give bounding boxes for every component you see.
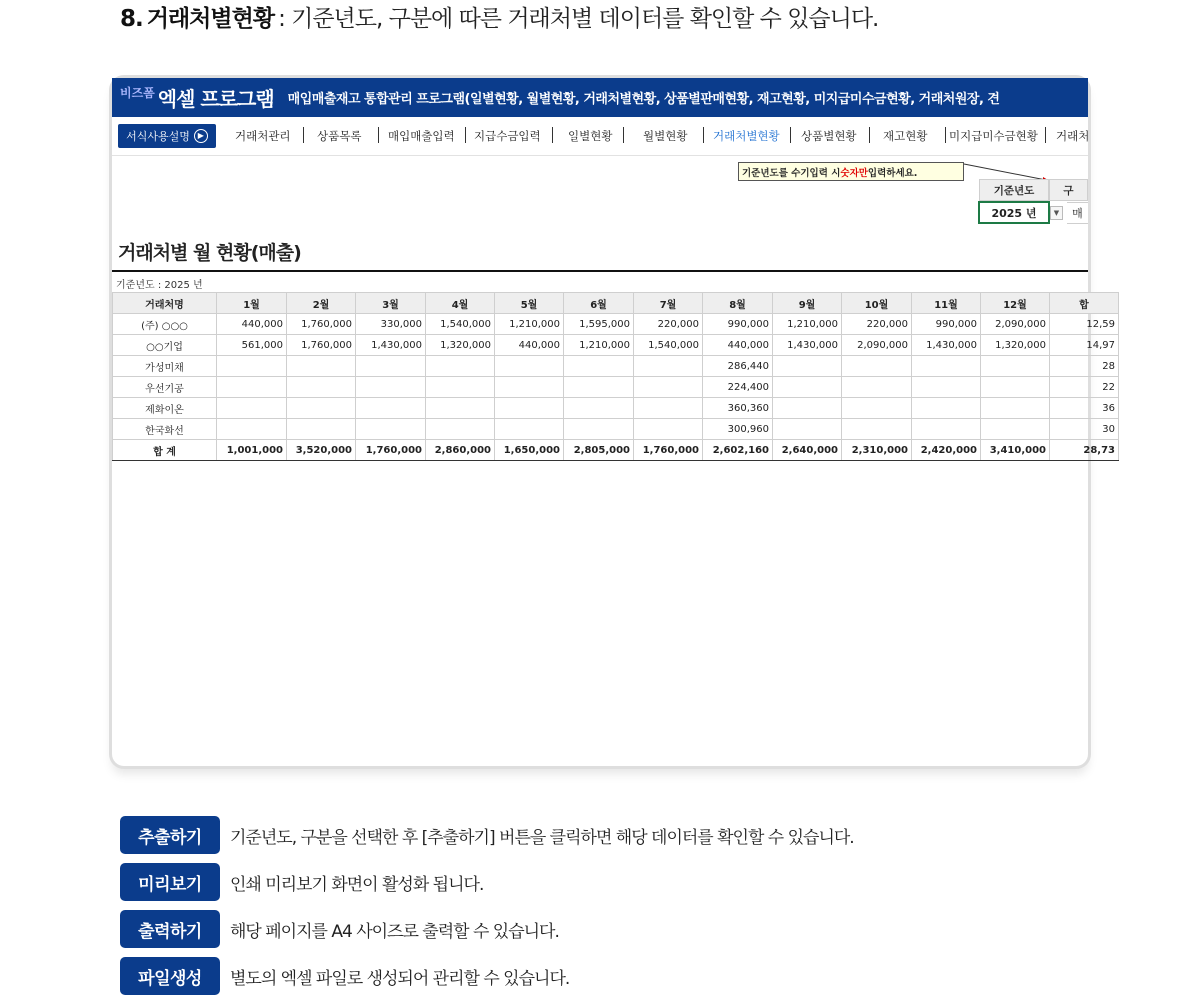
amount-cell[interactable]: 28 [1050,356,1119,377]
nav-item-receivables[interactable]: 미지급미수금현황 [949,129,1038,143]
nav-divider [1045,127,1046,143]
client-name-cell[interactable]: ○○기업 [113,335,217,356]
extract-description: 기준년도, 구분을 선택한 후 [추출하기] 버튼을 클릭하면 해당 데이터를 확인할 수 있습니다. [230,827,854,848]
amount-cell[interactable]: 286,440 [703,356,773,377]
amount-cell[interactable]: 1,430,000 [773,335,842,356]
amount-cell[interactable]: 220,000 [842,314,912,335]
nav-item-ledger[interactable]: 거래처 [1056,129,1090,143]
amount-cell[interactable] [356,356,426,377]
nav-divider [790,127,791,143]
column-header-month: 8월 [703,293,773,314]
amount-cell[interactable]: 14,97 [1050,335,1119,356]
total-amount-cell: 2,602,160 [703,440,773,461]
amount-cell[interactable]: 1,210,000 [564,335,634,356]
amount-cell[interactable]: 1,210,000 [495,314,564,335]
total-amount-cell: 1,760,000 [356,440,426,461]
amount-cell[interactable] [981,419,1050,440]
amount-cell[interactable] [564,356,634,377]
amount-cell[interactable] [287,419,356,440]
amount-cell[interactable] [842,356,912,377]
amount-cell[interactable]: 440,000 [703,335,773,356]
amount-cell[interactable] [912,377,981,398]
amount-cell[interactable]: 1,760,000 [287,335,356,356]
nav-divider [623,127,624,143]
total-label-cell: 합 계 [113,440,217,461]
table-row [113,377,1119,398]
brand-logo-small: 비즈폼 [120,86,155,100]
amount-cell[interactable] [287,377,356,398]
amount-cell[interactable]: 2,090,000 [842,335,912,356]
amount-cell[interactable]: 36 [1050,398,1119,419]
amount-cell[interactable] [287,356,356,377]
amount-cell[interactable] [356,398,426,419]
extract-button[interactable]: 추출하기 [120,816,220,854]
amount-cell[interactable] [842,377,912,398]
amount-cell[interactable]: 1,430,000 [356,335,426,356]
table-row [113,314,1119,335]
sheet-title: 거래처별 월 현황(매출) [118,242,301,264]
amount-cell[interactable]: 440,000 [495,335,564,356]
amount-cell[interactable] [773,419,842,440]
amount-cell[interactable] [356,377,426,398]
dropdown-arrow-icon[interactable]: ▼ [1050,206,1063,220]
nav-item-client-manage[interactable]: 거래처관리 [235,129,291,143]
total-amount-cell: 3,520,000 [287,440,356,461]
total-amount-cell: 2,640,000 [773,440,842,461]
amount-cell[interactable] [426,377,495,398]
hint-text-post: 입력하세요. [867,167,918,179]
column-header-month: 4월 [426,293,495,314]
amount-cell[interactable]: 224,400 [703,377,773,398]
category-select-cell[interactable]: 매 [1067,202,1088,224]
action-row [120,863,483,901]
nav-divider [378,127,379,143]
amount-cell[interactable] [634,419,703,440]
amount-cell[interactable] [217,356,287,377]
client-monthly-table [112,292,1119,461]
column-header-month: 10월 [842,293,912,314]
table-header-row [113,293,1119,314]
amount-cell[interactable] [495,356,564,377]
nav-divider [869,127,870,143]
page-heading [120,0,878,32]
amount-cell[interactable]: 1,540,000 [634,335,703,356]
total-amount-cell: 2,310,000 [842,440,912,461]
chevron-right-circle-icon: ▶ [194,129,208,143]
amount-cell[interactable] [981,377,1050,398]
total-amount-cell: 1,650,000 [495,440,564,461]
amount-cell[interactable]: 1,540,000 [426,314,495,335]
column-header-month: 6월 [564,293,634,314]
brand-logo: 엑셀 프로그램 [157,87,274,111]
table-row [113,356,1119,377]
amount-cell[interactable] [356,419,426,440]
column-header-month: 합 [1050,293,1119,314]
action-row [120,957,569,995]
amount-cell[interactable] [217,377,287,398]
amount-cell[interactable] [426,398,495,419]
amount-cell[interactable] [495,419,564,440]
client-name-cell[interactable]: 제화이온 [113,398,217,419]
year-label: 기준년도 : 2025 년 [116,280,203,291]
amount-cell[interactable]: 1,760,000 [287,314,356,335]
app-subtitle: 매입매출재고 통합관리 프로그램(일별현황, 월별현황, 거래처별현황, 상품별판매현황, 재고현황, 미지급미수금현황, 거래처원장, 견 [287,92,1000,107]
table-row [113,419,1119,440]
amount-cell[interactable]: 330,000 [356,314,426,335]
action-row [120,910,559,948]
amount-cell[interactable]: 440,000 [217,314,287,335]
action-row [120,816,854,854]
nav-item-product-status[interactable]: 상품별현황 [801,129,857,143]
nav-item-product-list[interactable]: 상품목록 [317,129,362,143]
table-row [113,335,1119,356]
column-header-month: 12월 [981,293,1050,314]
nav-divider [945,127,946,143]
table-row [113,398,1119,419]
amount-cell[interactable] [981,398,1050,419]
nav-item-stock[interactable]: 재고현황 [883,129,928,143]
amount-cell[interactable] [495,377,564,398]
amount-cell[interactable]: 1,595,000 [564,314,634,335]
total-amount-cell: 3,410,000 [981,440,1050,461]
nav-item-payment-input[interactable]: 지급수금입력 [474,129,541,143]
guide-button-label: 서식사용설명 [126,130,190,143]
amount-cell[interactable]: 12,59 [1050,314,1119,335]
amount-cell[interactable] [912,419,981,440]
amount-cell[interactable] [912,398,981,419]
preview-button[interactable]: 미리보기 [120,863,220,901]
heading-description: : 기준년도, 구분에 따른 거래처별 데이터를 확인할 수 있습니다. [278,6,879,32]
amount-cell[interactable] [981,356,1050,377]
amount-cell[interactable]: 561,000 [217,335,287,356]
client-name-cell[interactable]: 우선기공 [113,377,217,398]
amount-cell[interactable]: 1,320,000 [426,335,495,356]
hint-text-pre: 기준년도를 수기입력 시 [742,167,841,179]
amount-cell[interactable] [217,398,287,419]
amount-cell[interactable]: 2,090,000 [981,314,1050,335]
input-hint-comment [738,162,964,181]
amount-cell[interactable]: 300,960 [703,419,773,440]
amount-cell[interactable] [426,419,495,440]
amount-cell[interactable]: 30 [1050,419,1119,440]
column-header-month: 7월 [634,293,703,314]
nav-divider [552,127,553,143]
total-amount-cell: 28,73 [1050,440,1119,461]
nav-divider [703,127,704,143]
preview-description: 인쇄 미리보기 화면이 활성화 됩니다. [230,874,484,895]
total-amount-cell: 1,001,000 [217,440,287,461]
amount-cell[interactable] [842,419,912,440]
amount-cell[interactable]: 360,360 [703,398,773,419]
nav-item-sales-input[interactable]: 매입매출입력 [388,129,455,143]
amount-cell[interactable] [773,377,842,398]
app-title-bar [112,78,1088,117]
column-header-month: 9월 [773,293,842,314]
amount-cell[interactable] [426,356,495,377]
column-header-month: 5월 [495,293,564,314]
amount-cell[interactable] [564,398,634,419]
nav-item-client-status[interactable]: 거래처별현황 [713,129,780,143]
amount-cell[interactable] [564,377,634,398]
column-header-month: 2월 [287,293,356,314]
title-divider [112,270,1088,272]
amount-cell[interactable]: 1,430,000 [912,335,981,356]
amount-cell[interactable] [287,398,356,419]
client-name-cell[interactable]: 가성미채 [113,356,217,377]
year-input-cell[interactable]: 2025 년 [978,201,1050,224]
heading-title: 거래처별현황 [146,6,275,32]
amount-cell[interactable] [634,356,703,377]
nav-item-daily[interactable]: 일별현황 [568,129,613,143]
amount-cell[interactable] [495,398,564,419]
amount-cell[interactable]: 1,320,000 [981,335,1050,356]
amount-cell[interactable] [773,398,842,419]
print-description: 해당 페이지를 A4 사이즈로 출력할 수 있습니다. [230,921,559,942]
table-total-row [113,440,1119,461]
amount-cell[interactable] [842,398,912,419]
column-header-month: 1월 [217,293,287,314]
total-amount-cell: 2,805,000 [564,440,634,461]
amount-cell[interactable] [912,356,981,377]
amount-cell[interactable]: 220,000 [634,314,703,335]
heading-number: 8. [120,6,143,32]
total-amount-cell: 1,760,000 [634,440,703,461]
amount-cell[interactable]: 1,210,000 [773,314,842,335]
amount-cell[interactable] [634,398,703,419]
column-header-month: 11월 [912,293,981,314]
amount-cell[interactable] [564,419,634,440]
create-file-description: 별도의 엑셀 파일로 생성되어 관리할 수 있습니다. [230,968,570,989]
total-amount-cell: 2,420,000 [912,440,981,461]
nav-bar [112,118,1088,156]
amount-cell[interactable] [634,377,703,398]
total-amount-cell: 2,860,000 [426,440,495,461]
amount-cell[interactable] [773,356,842,377]
amount-cell[interactable]: 990,000 [912,314,981,335]
client-name-cell[interactable]: 한국화선 [113,419,217,440]
print-button[interactable]: 출력하기 [120,910,220,948]
column-header-month: 3월 [356,293,426,314]
amount-cell[interactable]: 22 [1050,377,1119,398]
amount-cell[interactable]: 990,000 [703,314,773,335]
guide-button[interactable] [118,124,216,148]
app-window [112,78,1115,766]
amount-cell[interactable] [217,419,287,440]
create-file-button[interactable]: 파일생성 [120,957,220,995]
category-header-cell: 구 [1049,179,1088,201]
nav-divider [465,127,466,143]
client-name-cell[interactable]: (주) ○○○ [113,314,217,335]
nav-divider [303,127,304,143]
nav-item-monthly[interactable]: 월별현황 [643,129,688,143]
hint-text-highlight: 숫자만 [840,167,868,179]
year-header-cell: 기준년도 [979,179,1049,201]
column-header-client: 거래처명 [113,293,217,314]
